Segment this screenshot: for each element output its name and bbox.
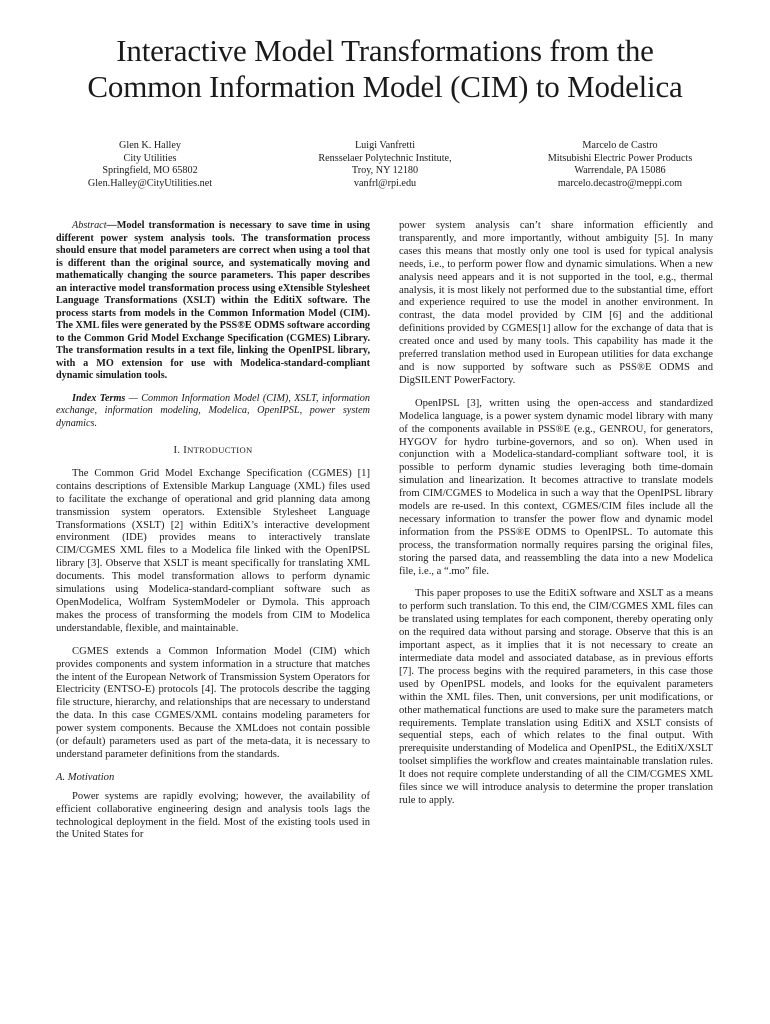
author-3 [500, 140, 740, 190]
author-name: Luigi Vanfretti [354, 140, 416, 151]
motivation-paragraph-1: Power systems are rapidly evolving; however, the availability of efficient collaborative engineering design and analysis tools lags the technological deployment in the field. Most of the existing tools used in the United States for [56, 790, 370, 841]
section-title-rest: NTRODUCTION [187, 445, 253, 455]
author-affiliation: Rensselaer Polytechnic Institute, [318, 152, 452, 164]
abstract [56, 220, 370, 383]
author-address: Warrendale, PA 15086 [574, 165, 666, 177]
index-terms-lead: Index Terms [72, 392, 126, 404]
paper-title [40, 33, 730, 105]
title-line-1: Interactive Model Transformations from the [116, 33, 654, 68]
author-1 [30, 140, 270, 190]
index-terms-text: — Common Information Model (CIM), XSLT, information exchange, information modeling, Modelica, OpenIPSL, power system dynamics. [56, 392, 370, 429]
author-email: marcelo.decastro@meppi.com [557, 177, 683, 189]
author-affiliation: City Utilities [123, 152, 177, 164]
intro-paragraph-1: The Common Grid Model Exchange Specification (CGMES) [1] contains descriptions of Extensible Markup Language (XML) files used to facilitate the exchange of operational and grid planning data among transmission system operators. Extensible Stylesheet Language Transformations (XSLT) [2] within EditiX’s interactive development environment (IDE) provides means to interactively translate CIM/CGMES XML files to a Modelica file linked with the OpenIPSL library [3]. Observe that XSLT is meant specifically for translating XML documents. This model transformation allows to perform dynamic simulations using Modelica-standard-compliant software such as OpenModelica, Wolfram SystemModeler or Dymola. This approach makes the process of transforming the models from CIM to Modelica understandable, flexible, and maintainable. [56, 467, 370, 634]
author-affiliation: Mitsubishi Electric Power Products [547, 152, 693, 164]
openipsl-paragraph: OpenIPSL [3], written using the open-access and standardized Modelica language, is a power system dynamic model library with many of the components available in PSS®E (e.g., GENROU, for generators, HYGOV for hydro turbine-governors, and so on). When used in conjunction with a Modelica-standard-compliant software tool, it is possible to perform dynamic studies leveraging both time-domain simulation and linearization. It becomes attractive to translate models from CIM/CGMES to Modelica in such a way that the OpenIPSL library models are re-used. In this context, CGMES/CIM files include all the necessary information to transfer the power flow and dynamic model information from the PSS®E ODMS to OpenIPSL. To automate this process, the transformation normally requires parsing the original files, storing the parsed data, and reassembling the data into a new Modelica file, i.e., a “.mo” file. [399, 397, 713, 577]
section-title-initial: I [183, 445, 188, 456]
author-email: vanfrl@rpi.edu [353, 177, 417, 189]
motivation-paragraph-continued: power system analysis can’t share information efficiently and transparently, and more importantly, without ambiguity [5]. In many cases this means that mostly only one tool is used for typical analysis needs, i.e., to perform power flow and dynamic simulations. When a new analysis need appears and it is not supported in the tool, e.g., thermal analysis, it is most likely not performed due to the substantial time, effort and experience required to use the model in another environment. In contrast, the data model provided by CIM [6] and the additional definitions provided by CGMES[1] allow for the exchange of data that is created once and used by many tools. This capability has made it the preferred translation method used in European utilities for data exchange and is now supported by software such as PSS®E ODMS and DigSILENT PowerFactory. [399, 220, 713, 386]
right-column [399, 220, 713, 808]
index-terms [56, 393, 370, 431]
title-line-2: Common Information Model (CIM) to Modelica [87, 69, 683, 104]
abstract-text: —Model transformation is necessary to save time in using different power system analysis tools. The transformation process should ensure that model parameters are correct when using a tool that is different than the original source, and systematically moving and mathematically changing the source parameters. This paper describes an interactive model transformation process using eXtensible Stylesheet Language Transformations (XSLT) within the EditiX software. The process starts from models in the Common Information Model (CIM). The XML files were generated by the PSS®E ODMS software according to the Common Grid Model Exchange Specification (CGMES) Library. The transformation results in a text file, linking the OpenIPSL library, with a MO extension for use with Modelica-standard-compliant dynamic simulation tools. [56, 220, 370, 381]
section-numeral: I. [173, 445, 181, 456]
proposal-paragraph: This paper proposes to use the EditiX software and XSLT as a means to perform such translation. To this end, the CIM/CGMES XML files can be translated using templates for each component, thereby operating only on the required data without parsing and storage. Observe that this is an important aspect, as it implies that it is not necessary to create an intermediate data model and associated database, as in previous efforts [7]. The process begins with the required parameters, in this case those used by OpenIPSL models, and looks for the equivalent parameters within the XML files. Then, unit conversions, per unit modifications, or other mathematical functions are used to make sure the parameters match requirements. Template translation using EditiX and XSLT consists of sequential steps, each of which relates to the final output. With prerequisite understanding of Modelica and OpenIPSL, the EditiX/XSLT toolset simplifies the workflow and creates maintainable translation rules. It does not require complete understanding of all the CIM/CGMES XML files since we will introduce analysis to determine the proper translation rule to apply. [399, 588, 713, 806]
intro-paragraph-2: CGMES extends a Common Information Model (CIM) which provides components and system information in a structure that matches the intent of the European Network of Transmission System Operators for Electricity (ENTSO-E) protocols [4]. The protocols describe the tagging file structure, hierarchy, and relationships that are necessary to understand the data. In this case CGMES/XML contains modeling parameters for power system components. Because the XMLdoes not contain possible (or default) parameters used as part of the meta-data, it is necessary to understand parameter definitions from the standards. [56, 645, 370, 760]
subsection-heading-motivation: A. Motivation [56, 771, 115, 783]
abstract-lead: Abstract [72, 220, 107, 231]
author-name: Marcelo de Castro [582, 140, 658, 151]
author-address: Troy, NY 12180 [351, 165, 419, 177]
left-column [56, 220, 370, 842]
section-heading-introduction [56, 444, 370, 458]
author-2 [265, 140, 505, 190]
author-name: Glen K. Halley [119, 140, 181, 151]
author-address: Springfield, MO 65802 [102, 165, 198, 177]
author-email: Glen.Halley@CityUtilities.net [87, 177, 213, 189]
